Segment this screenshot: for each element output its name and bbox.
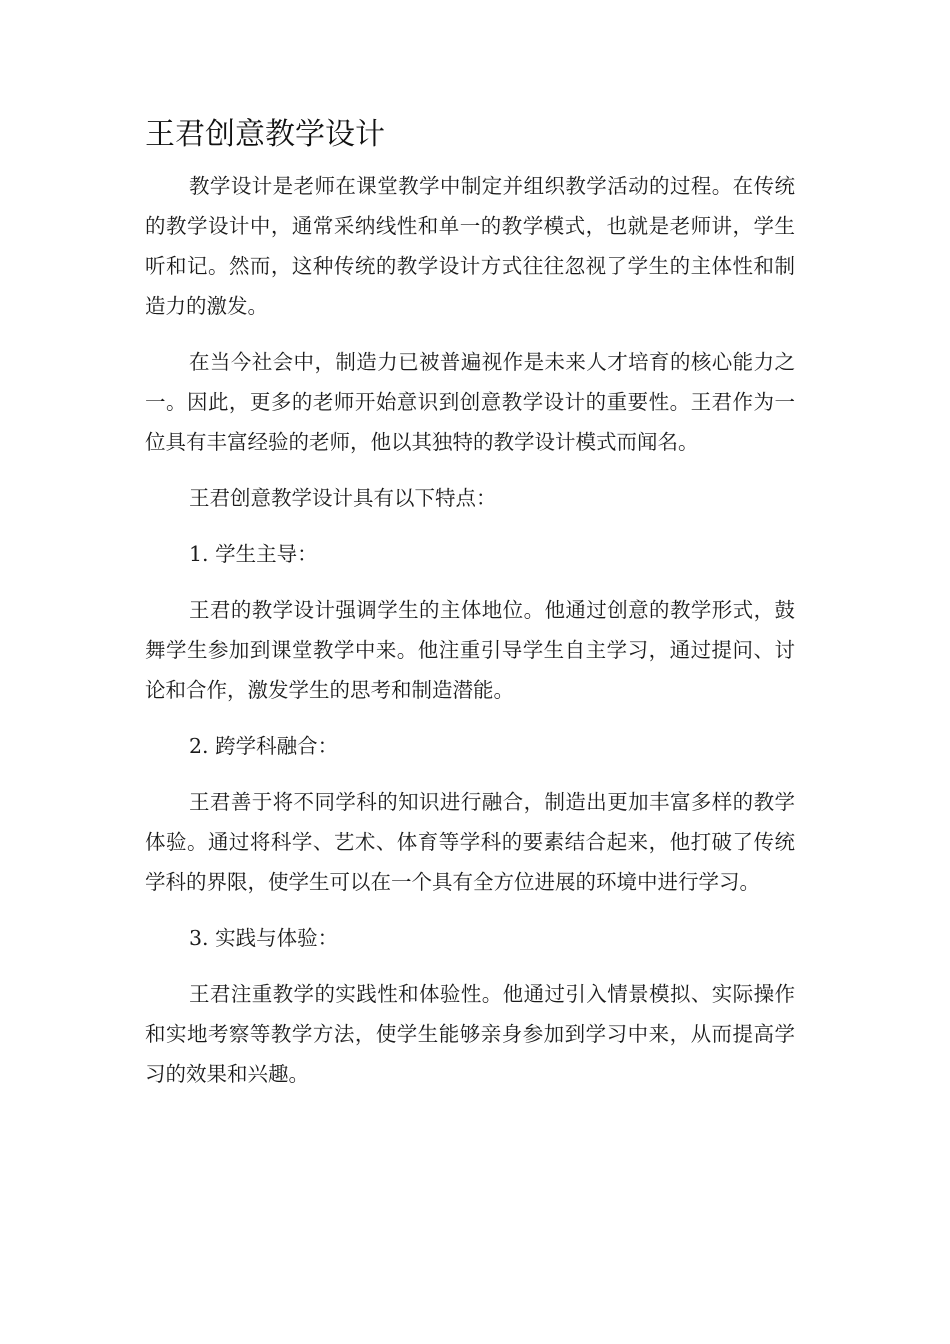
paragraph-intro: 教学设计是老师在课堂教学中制定并组织教学活动的过程。在传统的教学设计中，通常采纳线性和单一的教学模式，也就是老师讲，学生听和记。然而，这种传统的教学设计方式往往忽视了学生的主体性和制造力的激发。 xyxy=(145,174,795,318)
feature-text-2: 王君善于将不同学科的知识进行融合，制造出更加丰富多样的教学体验。通过将科学、艺术、体育等学科的要素结合起来，他打破了传统学科的界限，使学生可以在一个具有全方位进展的环境中进行学习。 xyxy=(145,790,795,894)
feature-heading-2: 2. 跨学科融合： xyxy=(189,734,339,758)
document-body xyxy=(145,166,795,1110)
paragraph-context: 在当今社会中，制造力已被普遍视作是未来人才培育的核心能力之一。因此，更多的老师开始意识到创意教学设计的重要性。王君作为一位具有丰富经验的老师，他以其独特的教学设计模式而闻名。 xyxy=(145,350,795,454)
feature-text-3: 王君注重教学的实践性和体验性。他通过引入情景模拟、实际操作和实地考察等教学方法，使学生能够亲身参加到学习中来，从而提高学习的效果和兴趣。 xyxy=(145,982,795,1086)
feature-text-1: 王君的教学设计强调学生的主体地位。他通过创意的教学形式，鼓舞学生参加到课堂教学中来。他注重引导学生自主学习，通过提问、讨论和合作，激发学生的思考和制造潜能。 xyxy=(145,598,795,702)
paragraph-features-lead: 王君创意教学设计具有以下特点： xyxy=(189,486,497,510)
document-title: 王君创意教学设计 xyxy=(145,117,385,152)
feature-heading-3: 3. 实践与体验： xyxy=(189,926,339,950)
feature-heading-1: 1. 学生主导： xyxy=(189,542,318,566)
